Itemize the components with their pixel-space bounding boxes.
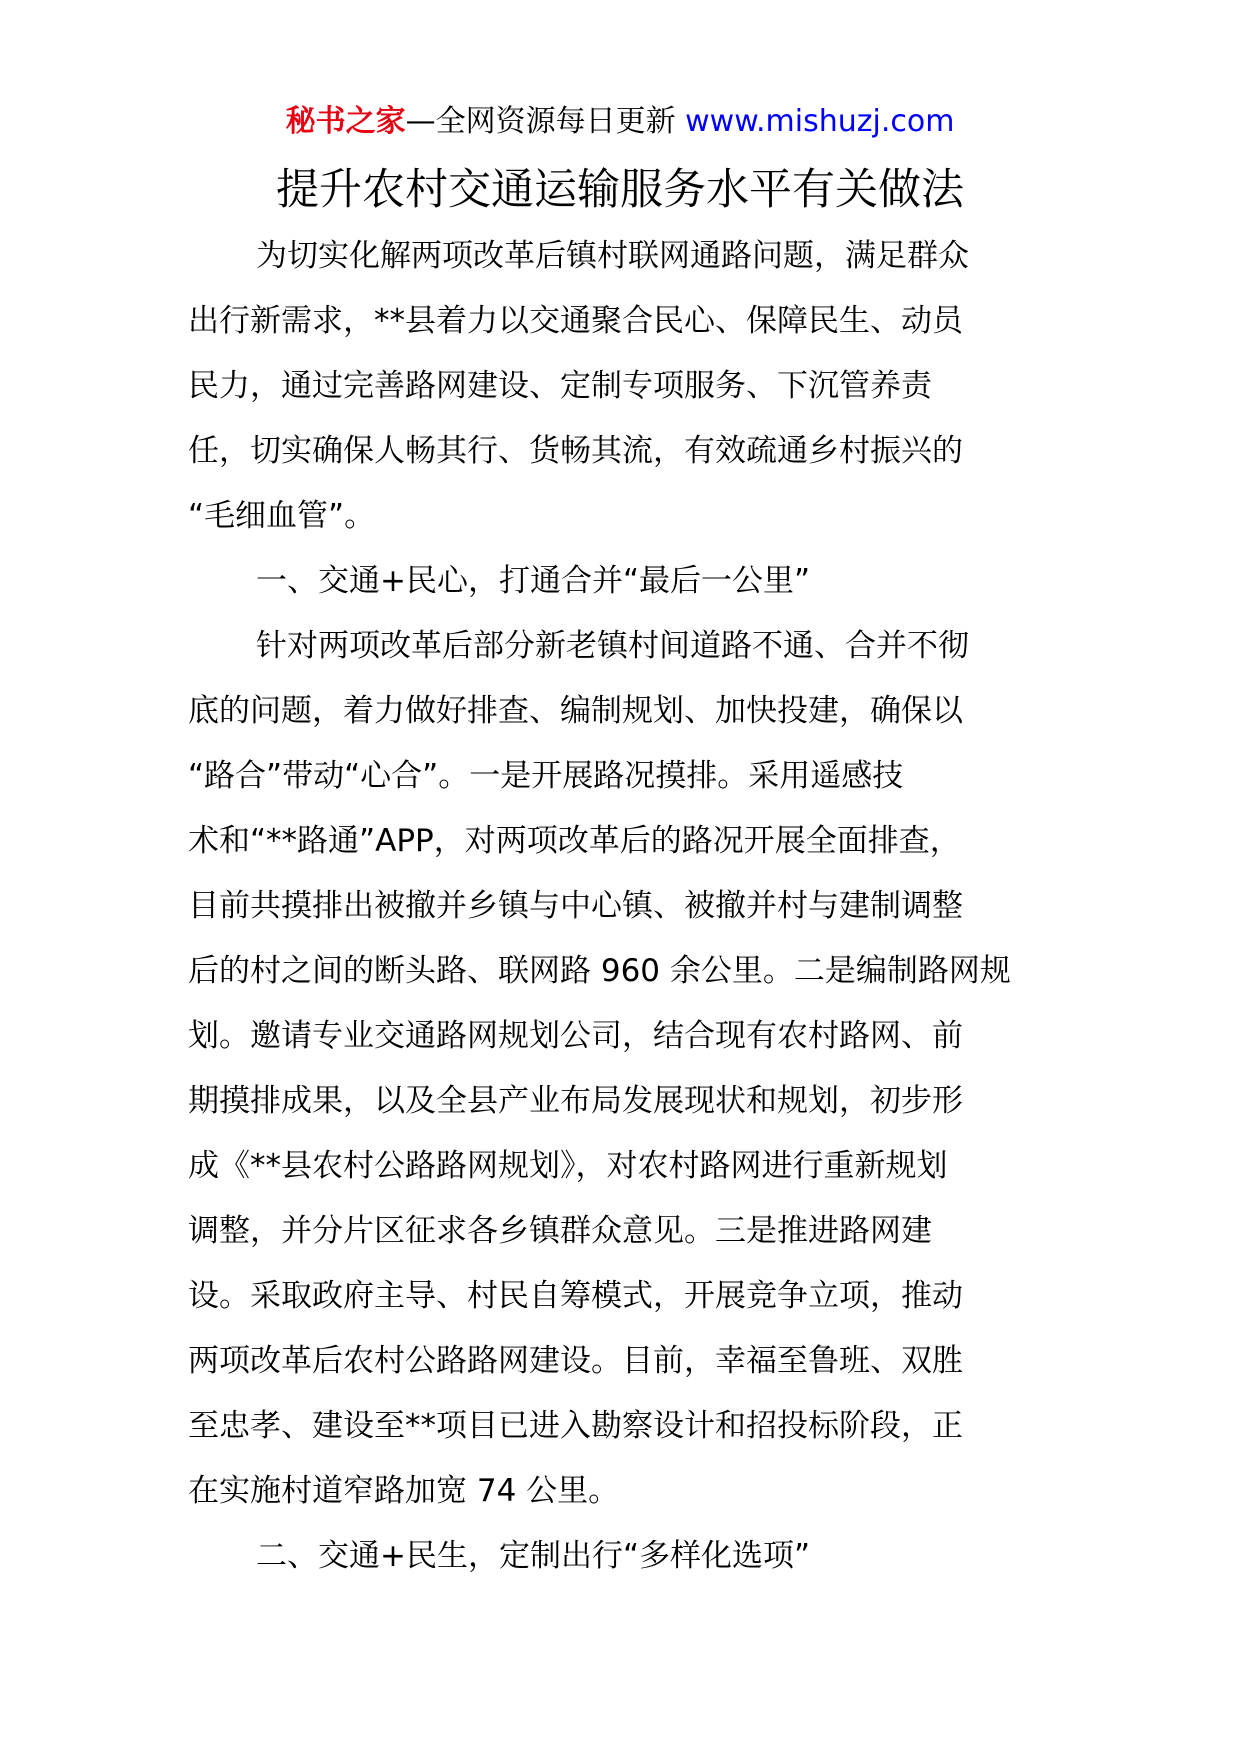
paragraph-line: 术和“**路通”APP，对两项改革后的路况开展全面排查， — [188, 823, 961, 859]
paragraph-line: 目前共摸排出被撤并乡镇与中心镇、被撤并村与建制调整 — [188, 888, 963, 924]
paragraph-line: 出行新需求，**县着力以交通聚合民心、保障民生、动员 — [188, 303, 963, 339]
paragraph-line: 底的问题，着力做好排查、编制规划、加快投建，确保以 — [188, 693, 963, 729]
paragraph-line: 期摸排成果，以及全县产业布局发展现状和规划，初步形 — [188, 1083, 963, 1119]
paragraph-line: 后的村之间的断头路、联网路 960 余公里。二是编制路网规 — [188, 953, 1011, 989]
paragraph-line: 针对两项改革后部分新老镇村间道路不通、合并不彻 — [256, 628, 969, 664]
paragraph-line: 调整，并分片区征求各乡镇群众意见。三是推进路网建 — [188, 1213, 932, 1249]
paragraph-line: 为切实化解两项改革后镇村联网通路问题，满足群众 — [256, 238, 969, 274]
site-url-link[interactable]: www.mishuzj.com — [685, 104, 955, 139]
document-body — [188, 224, 1068, 1589]
paragraph-line: 民力，通过完善路网建设、定制专项服务、下沉管养责 — [188, 368, 932, 404]
paragraph-line: 在实施村道窄路加宽 74 公里。 — [188, 1473, 620, 1509]
paragraph-line: 两项改革后农村公路路网建设。目前，幸福至鲁班、双胜 — [188, 1343, 963, 1379]
paragraph-line: 成《**县农村公路路网规划》，对农村路网进行重新规划 — [188, 1148, 948, 1184]
site-header — [0, 100, 1240, 144]
section-heading: 二、交通+民生，定制出行“多样化选项” — [256, 1538, 811, 1574]
paragraph-line: “毛细血管”。 — [188, 498, 376, 534]
section-heading: 一、交通+民心，打通合并“最后一公里” — [256, 563, 811, 599]
site-brand: 秘书之家 — [285, 104, 406, 139]
site-slogan: —全网资源每日更新 — [405, 104, 676, 139]
paragraph-line: 划。邀请专业交通路网规划公司，结合现有农村路网、前 — [188, 1018, 963, 1054]
paragraph-line: 任，切实确保人畅其行、货畅其流，有效疏通乡村振兴的 — [188, 433, 963, 469]
paragraph-line: 设。采取政府主导、村民自筹模式，开展竞争立项，推动 — [188, 1278, 963, 1314]
paragraph-line: 至忠孝、建设至**项目已进入勘察设计和招投标阶段，正 — [188, 1408, 963, 1444]
paragraph-line: “路合”带动“心合”。一是开展路况摸排。采用遥感技 — [188, 758, 904, 794]
document-title: 提升农村交通运输服务水平有关做法 — [276, 165, 964, 215]
